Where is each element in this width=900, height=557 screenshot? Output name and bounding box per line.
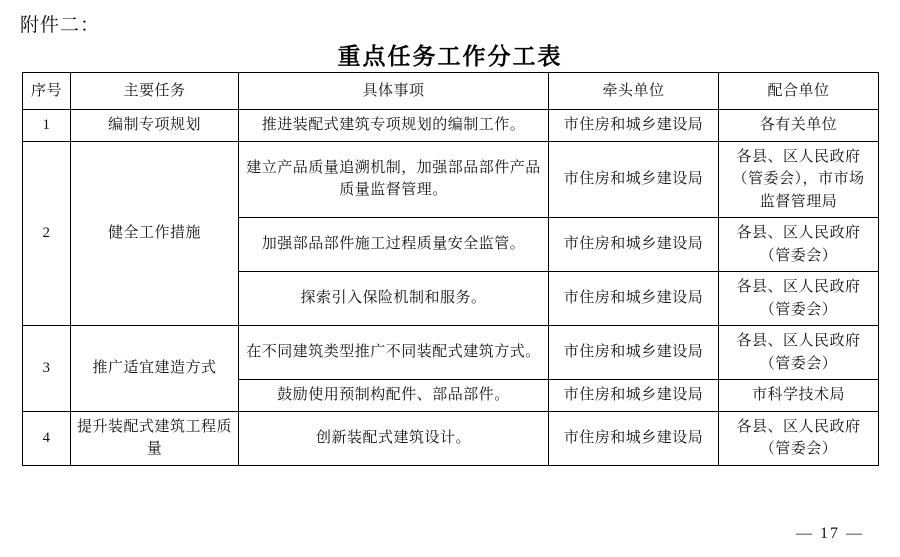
- cell-lead: 市住房和城乡建设局: [549, 380, 719, 412]
- cell-seq: 4: [23, 411, 71, 465]
- cell-detail: 鼓励使用预制构配件、部品部件。: [239, 380, 549, 412]
- cell-lead: 市住房和城乡建设局: [549, 411, 719, 465]
- cell-lead: 市住房和城乡建设局: [549, 218, 719, 272]
- column-header-support: 配合单位: [719, 73, 879, 110]
- cell-support: 各县、区人民政府（管委会）: [719, 272, 879, 326]
- cell-task: 提升装配式建筑工程质量: [71, 411, 239, 465]
- cell-detail: 加强部品部件施工过程质量安全监管。: [239, 218, 549, 272]
- column-header-task: 主要任务: [71, 73, 239, 110]
- table-row: [23, 411, 879, 465]
- cell-lead: 市住房和城乡建设局: [549, 326, 719, 380]
- cell-task: 推广适宜建造方式: [71, 326, 239, 412]
- cell-seq: 3: [23, 326, 71, 412]
- cell-detail: 建立产品质量追溯机制，加强部品部件产品质量监督管理。: [239, 141, 549, 218]
- column-header-lead: 牵头单位: [549, 73, 719, 110]
- table-row: [23, 110, 879, 142]
- cell-support: 各有关单位: [719, 110, 879, 142]
- cell-detail: 在不同建筑类型推广不同装配式建筑方式。: [239, 326, 549, 380]
- cell-support: 各县、区人民政府（管委会），市市场监督管理局: [719, 141, 879, 218]
- attachment-label: 附件二：: [20, 15, 101, 36]
- column-header-detail: 具体事项: [239, 73, 549, 110]
- table-body: [23, 110, 879, 466]
- task-division-table: [22, 72, 879, 466]
- cell-support: 各县、区人民政府（管委会）: [719, 326, 879, 380]
- table-header-row: [23, 73, 879, 110]
- cell-seq: 1: [23, 110, 71, 142]
- table-row: [23, 141, 879, 218]
- cell-support: 市科学技术局: [719, 380, 879, 412]
- cell-detail: 探索引入保险机制和服务。: [239, 272, 549, 326]
- cell-lead: 市住房和城乡建设局: [549, 110, 719, 142]
- page-number: — 17 —: [796, 525, 864, 542]
- cell-task: 健全工作措施: [71, 141, 239, 326]
- cell-detail: 推进装配式建筑专项规划的编制工作。: [239, 110, 549, 142]
- cell-support: 各县、区人民政府（管委会）: [719, 218, 879, 272]
- cell-seq: 2: [23, 141, 71, 326]
- cell-lead: 市住房和城乡建设局: [549, 141, 719, 218]
- cell-detail: 创新装配式建筑设计。: [239, 411, 549, 465]
- table-row: [23, 326, 879, 380]
- cell-task: 编制专项规划: [71, 110, 239, 142]
- column-header-seq: 序号: [23, 73, 71, 110]
- cell-support: 各县、区人民政府（管委会）: [719, 411, 879, 465]
- page-title: 重点任务工作分工表: [337, 44, 563, 69]
- cell-lead: 市住房和城乡建设局: [549, 272, 719, 326]
